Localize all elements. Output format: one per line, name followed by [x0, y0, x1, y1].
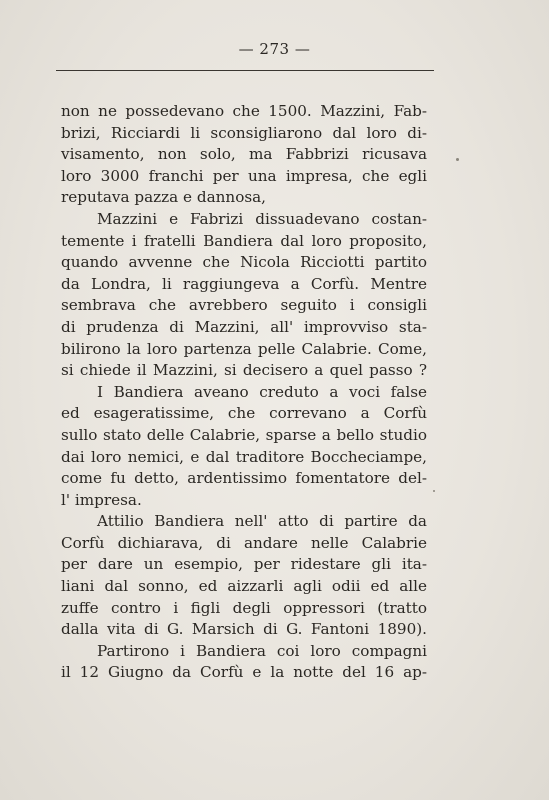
text-line: loro 3000 franchi per una impresa, che egli	[61, 166, 427, 185]
text-line: visamento, non solo, ma Fabbrizi ricusava	[61, 145, 427, 164]
text-line: bilirono la loro partenza pelle Calabrie. Come,	[61, 339, 427, 358]
text-line: di prudenza di Mazzini, all' improvviso sta-	[61, 317, 427, 336]
text-line: liani dal sonno, ed aizzarli agli odii ed alle	[61, 577, 427, 596]
text-line: il 12 Giugno da Corfù e la notte del 16 ap-	[61, 663, 427, 682]
text-line: temente i fratelli Bandiera dal loro proposito,	[61, 231, 427, 250]
text-line: sullo stato delle Calabrie, sparse a bello studio	[61, 425, 427, 444]
paper-speck	[433, 490, 435, 492]
text-line: come fu detto, ardentissimo fomentatore del-	[61, 469, 427, 488]
text-line: si chiede il Mazzini, si decisero a quel passo ?	[61, 361, 427, 380]
text-line: Corfù dichiarava, di andare nelle Calabrie	[61, 533, 427, 552]
text-line: reputava pazza e dannosa,	[61, 188, 267, 207]
text-line: sembrava che avrebbero seguito i consigli	[61, 296, 427, 315]
paper-speck	[456, 158, 459, 161]
text-line: brizi, Ricciardi li sconsigliarono dal loro di-	[61, 123, 427, 142]
text-line: per dare un esempio, per ridestare gli ita-	[61, 555, 427, 574]
text-line: dai loro nemici, e dal traditore Boccheciampe,	[61, 447, 427, 466]
text-line: l' impresa.	[61, 490, 142, 509]
text-line: Attilio Bandiera nell' atto di partire da	[97, 512, 427, 531]
text-line: non ne possedevano che 1500. Mazzini, Fab-	[61, 102, 427, 120]
text-line: ed esageratissime, che correvano a Corfù	[61, 404, 427, 423]
text-line: da Londra, li raggiungeva a Corfù. Mentre	[61, 274, 427, 293]
text-line: dalla vita di G. Marsich di G. Fantoni 1890).	[61, 620, 427, 639]
text-line: Partirono i Bandiera coi loro compagni	[97, 641, 427, 660]
page-number: — 273 —	[238, 40, 311, 58]
header-rule	[56, 70, 434, 71]
text-line: zuffe contro i figli degli oppressori (tratto	[61, 598, 427, 617]
body-text	[61, 101, 427, 684]
text-line: Mazzini e Fabrizi dissuadevano costan-	[97, 209, 427, 228]
text-line: quando avvenne che Nicola Ricciotti partito	[61, 253, 427, 272]
text-line: I Bandiera aveano creduto a voci false	[97, 382, 427, 401]
